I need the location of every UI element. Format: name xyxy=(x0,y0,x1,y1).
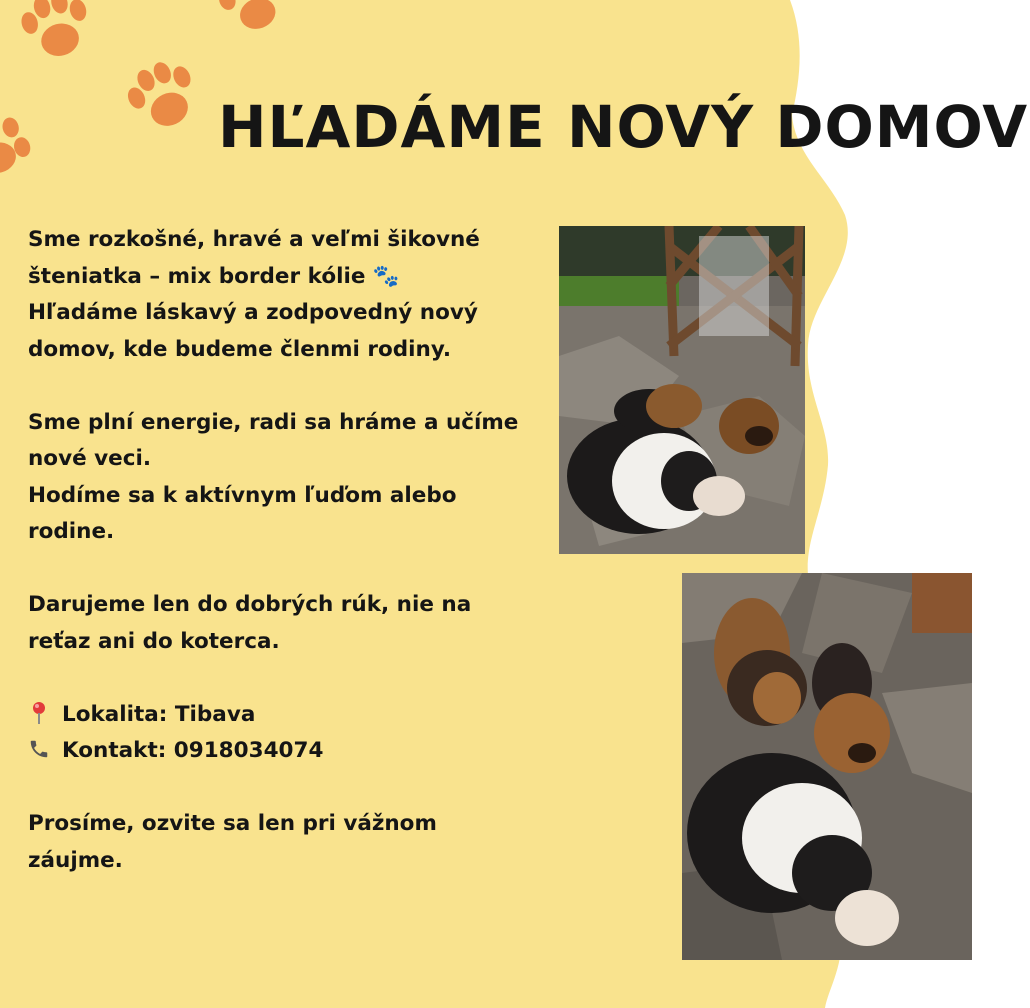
spacer xyxy=(28,770,548,807)
contact-line xyxy=(28,733,548,770)
energy-line: Sme plní energie, radi sa hráme a učíme xyxy=(28,409,519,435)
contact-text: Kontakt: 0918034074 xyxy=(62,738,324,763)
location-line xyxy=(28,697,548,734)
spacer xyxy=(28,660,548,697)
intro-line: Sme rozkošné, hravé a veľmi šikovné xyxy=(28,227,480,252)
spacer xyxy=(28,368,548,405)
energy-line: nové veci. xyxy=(28,446,152,471)
puppies-photo-1 xyxy=(559,226,805,554)
closing-line: Prosíme, ozvite sa len pri vážnom xyxy=(28,811,437,836)
intro-line: domov, kde budeme členmi rodiny. xyxy=(28,336,452,362)
donation-line: Darujeme len do dobrých rúk, nie na xyxy=(28,592,472,617)
puppies-photo-2 xyxy=(682,573,972,960)
location-text: Lokalita: Tibava xyxy=(62,701,256,727)
page-title: HĽADÁME NOVÝ DOMOV xyxy=(218,93,1029,161)
intro-line: šteniatka – mix border kólie 🐾 xyxy=(28,263,400,289)
energy-line: Hodíme sa k aktívnym ľuďom alebo xyxy=(28,482,457,508)
phone-icon xyxy=(28,737,50,761)
closing-line: záujme. xyxy=(28,847,123,873)
energy-line: rodine. xyxy=(28,519,115,544)
spacer xyxy=(28,551,548,588)
intro-line: Hľadáme láskavý a zodpovedný nový xyxy=(28,300,478,325)
donation-line: reťaz ani do koterca. xyxy=(28,628,280,654)
map-pin-icon xyxy=(28,701,50,725)
description-text xyxy=(28,222,548,879)
